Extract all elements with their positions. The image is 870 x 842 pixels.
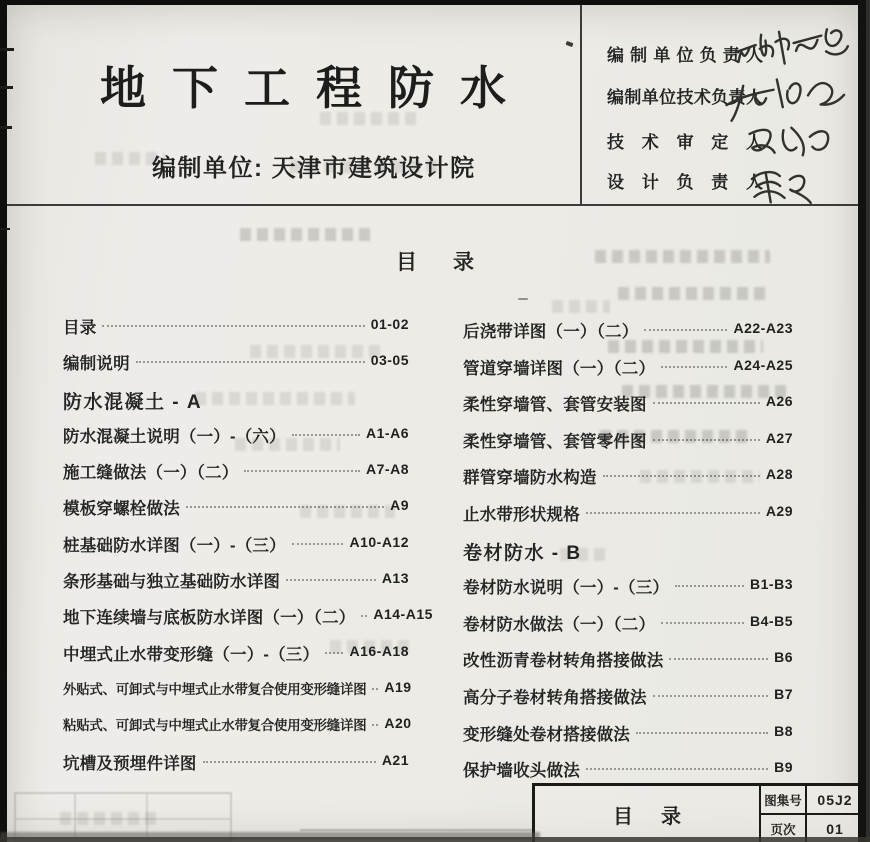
toc-entry-page: B8 xyxy=(774,722,793,739)
signature-panel xyxy=(582,5,858,204)
scan-artifact xyxy=(552,300,610,313)
toc-entry-title: 后浇带详图（一）（二） xyxy=(463,323,639,341)
toc-leader-dots xyxy=(186,495,384,508)
toc-entry xyxy=(463,647,793,684)
sheet-name: 目录 xyxy=(613,805,709,828)
toc-entry-title: 止水带形状规格 xyxy=(463,505,580,524)
titleblock-grid xyxy=(761,786,863,842)
toc-entry-page: A1-A6 xyxy=(366,424,409,441)
toc-leader-dots xyxy=(292,532,344,545)
toc-entry-title: 中埋式止水带变形缝（一）-（三） xyxy=(63,645,320,664)
toc-entry-title: 管道穿墙详图（一）（二） xyxy=(463,359,656,378)
toc-leader-dots xyxy=(136,350,365,363)
toc-leader-dots xyxy=(102,314,364,327)
toc-entry xyxy=(63,750,409,786)
toc-entry-title: 改性沥青卷材转角搭接做法 xyxy=(463,652,664,671)
document-title: 地下工程防水 xyxy=(100,62,532,114)
scan-speck xyxy=(518,298,528,300)
toc-entry-page: A14-A15 xyxy=(373,606,433,623)
toc-entry xyxy=(63,387,409,423)
toc-entry xyxy=(463,428,793,465)
toc-entry-title: 条形基础与独立基础防水详图 xyxy=(63,573,281,592)
toc-leader-dots xyxy=(325,641,343,654)
toc-entry xyxy=(63,495,409,531)
toc-leader-dots xyxy=(372,677,378,690)
toc-entry xyxy=(463,684,793,721)
toc-leader-dots xyxy=(586,501,760,514)
toc-entry-title: 群管穿墙防水构造 xyxy=(463,469,597,488)
toc-left-column xyxy=(63,314,433,786)
signature-role-label: 技 术 审 定 人 xyxy=(607,133,763,152)
scan-border-right-outer xyxy=(866,0,870,842)
scan-tick xyxy=(0,48,14,51)
scan-tick xyxy=(0,228,10,230)
toc-entry-title: 编制说明 xyxy=(63,355,130,374)
toc-leader-dots xyxy=(653,428,760,441)
scan-artifact xyxy=(595,250,770,263)
toc-leader-dots xyxy=(292,423,360,436)
toc-leader-dots xyxy=(603,464,760,477)
toc-entry-page: A19 xyxy=(384,678,412,695)
toc-entry-title: 柔性穿墙管、套管零件图 xyxy=(463,432,647,451)
toc-leader-dots xyxy=(361,604,367,617)
atlas-number-label: 图集号 xyxy=(761,786,807,813)
titleblock-sheet-name-cell xyxy=(535,786,761,842)
toc-right-column xyxy=(463,318,793,794)
toc-entry-title: 变形缝处卷材搭接做法 xyxy=(463,725,630,744)
publisher-line: 编制单位: 天津市建筑设计院 xyxy=(152,155,476,182)
toc-entry-title: 保护墙收头做法 xyxy=(463,762,580,781)
toc-entry-title: 施工缝做法（一）（二） xyxy=(63,464,239,483)
toc-leader-dots xyxy=(675,574,744,587)
toc-entry-title: 粘贴式、可卸式与中埋式止水带复合使用变形缝详图 xyxy=(63,718,367,734)
toc-entry-page: A24-A25 xyxy=(733,356,793,373)
signature-role-label: 编 制 单 位 技 术 负 责 人 xyxy=(607,88,763,107)
page-number-label: 页次 xyxy=(761,815,807,842)
handwritten-signature-icon xyxy=(739,159,821,207)
toc-entry xyxy=(463,611,793,648)
titleblock-row xyxy=(761,786,863,815)
toc-entry-page: A7-A8 xyxy=(366,461,409,478)
toc-entry-title: 柔性穿墙管、套管安装图 xyxy=(463,396,647,415)
toc-entry-title: 外贴式、可卸式与中埋式止水带复合使用变形缝详图 xyxy=(63,681,367,697)
toc-entry xyxy=(63,604,433,640)
toc-leader-dots xyxy=(653,684,768,697)
toc-leader-dots xyxy=(644,318,727,331)
toc-entry-page: A16-A18 xyxy=(349,642,409,659)
toc-entry-page: A26 xyxy=(765,393,793,410)
toc-leader-dots xyxy=(203,750,376,763)
toc-entry xyxy=(63,423,409,459)
toc-entry-title: 模板穿螺栓做法 xyxy=(63,500,180,519)
toc-entry xyxy=(463,501,793,538)
toc-entry-page: A28 xyxy=(765,466,793,483)
atlas-number-value: 05J2 xyxy=(817,791,853,808)
toc-entry-page: A13 xyxy=(381,570,409,587)
toc-entry xyxy=(63,677,412,713)
toc-leader-dots xyxy=(372,713,378,726)
toc-entry-page: A9 xyxy=(390,497,409,514)
toc-entry-title: 防水混凝土说明（一）-（六） xyxy=(63,427,286,446)
signature-role-label: 设 计 负 责 人 xyxy=(607,173,763,192)
toc-entry xyxy=(63,459,409,495)
scan-artifact xyxy=(240,228,370,241)
header-divider-rule xyxy=(7,204,859,206)
toc-leader-dots xyxy=(661,611,744,624)
toc-entry-title: 地下连续墙与底板防水详图（一）（二） xyxy=(63,609,356,628)
toc-entry-page: B6 xyxy=(774,649,793,666)
toc-entry-title: 高分子卷材转角搭接做法 xyxy=(463,688,647,707)
toc-entry-title: 卷材防水说明（一）-（三） xyxy=(463,579,670,598)
scan-tick xyxy=(0,126,12,129)
scan-artifact-line xyxy=(300,829,533,831)
toc-entry xyxy=(63,314,409,350)
toc-leader-dots xyxy=(244,459,360,472)
page-number-value: 01 xyxy=(826,820,844,837)
toc-entry-page: A20 xyxy=(384,715,412,732)
toc-entry xyxy=(463,391,793,428)
toc-entry-page: B7 xyxy=(774,685,793,702)
toc-entry xyxy=(63,713,412,749)
toc-entry xyxy=(463,318,793,355)
toc-entry xyxy=(63,350,409,386)
scan-border-bottom xyxy=(0,837,870,842)
toc-leader-dots xyxy=(661,355,727,368)
toc-entry xyxy=(463,574,793,611)
handwritten-signature-icon xyxy=(739,116,836,166)
toc-leader-dots xyxy=(636,721,768,734)
toc-entry xyxy=(63,641,409,677)
toc-entry xyxy=(63,568,409,604)
toc-heading: 目录 xyxy=(396,251,510,274)
toc-leader-dots xyxy=(586,757,768,770)
toc-entry-title: 坑槽及预埋件详图 xyxy=(63,754,197,773)
toc-entry-page: B1-B3 xyxy=(750,576,793,593)
toc-leader-dots xyxy=(286,568,376,581)
toc-entry-page: A10-A12 xyxy=(349,533,409,550)
toc-leader-dots xyxy=(653,391,760,404)
toc-entry-page: B4-B5 xyxy=(750,612,793,629)
toc-entry-title: 桩基础防水详图（一）-（三） xyxy=(63,536,286,555)
toc-entry-title: 目录 xyxy=(63,319,97,337)
toc-entry-page: A27 xyxy=(765,429,793,446)
toc-entry-title: 卷材防水 - B xyxy=(463,542,582,564)
toc-entry xyxy=(463,721,793,758)
toc-entry-page: 03-05 xyxy=(370,352,409,369)
toc-entry-page: B9 xyxy=(774,759,793,776)
toc-entry-page: A21 xyxy=(381,751,409,768)
scan-border-right xyxy=(858,0,866,842)
toc-leader-dots xyxy=(669,647,768,660)
signature-role-label: 编 制 单 位 负 责 人 xyxy=(607,46,763,65)
scan-border-top xyxy=(0,0,870,5)
toc-entry-page: A22-A23 xyxy=(733,320,793,336)
toc-entry-page: A29 xyxy=(765,502,793,519)
toc-entry xyxy=(463,355,793,392)
toc-entry xyxy=(63,532,409,568)
toc-entry-title: 防水混凝土 - A xyxy=(63,391,203,413)
toc-entry-title: 卷材防水做法（一）（二） xyxy=(463,615,656,634)
toc-entry xyxy=(463,464,793,501)
toc-entry-page: 01-02 xyxy=(370,316,409,332)
drawing-titleblock xyxy=(532,783,866,842)
scan-tick xyxy=(0,86,13,89)
toc-entry xyxy=(463,538,793,575)
scan-artifact xyxy=(618,287,768,300)
